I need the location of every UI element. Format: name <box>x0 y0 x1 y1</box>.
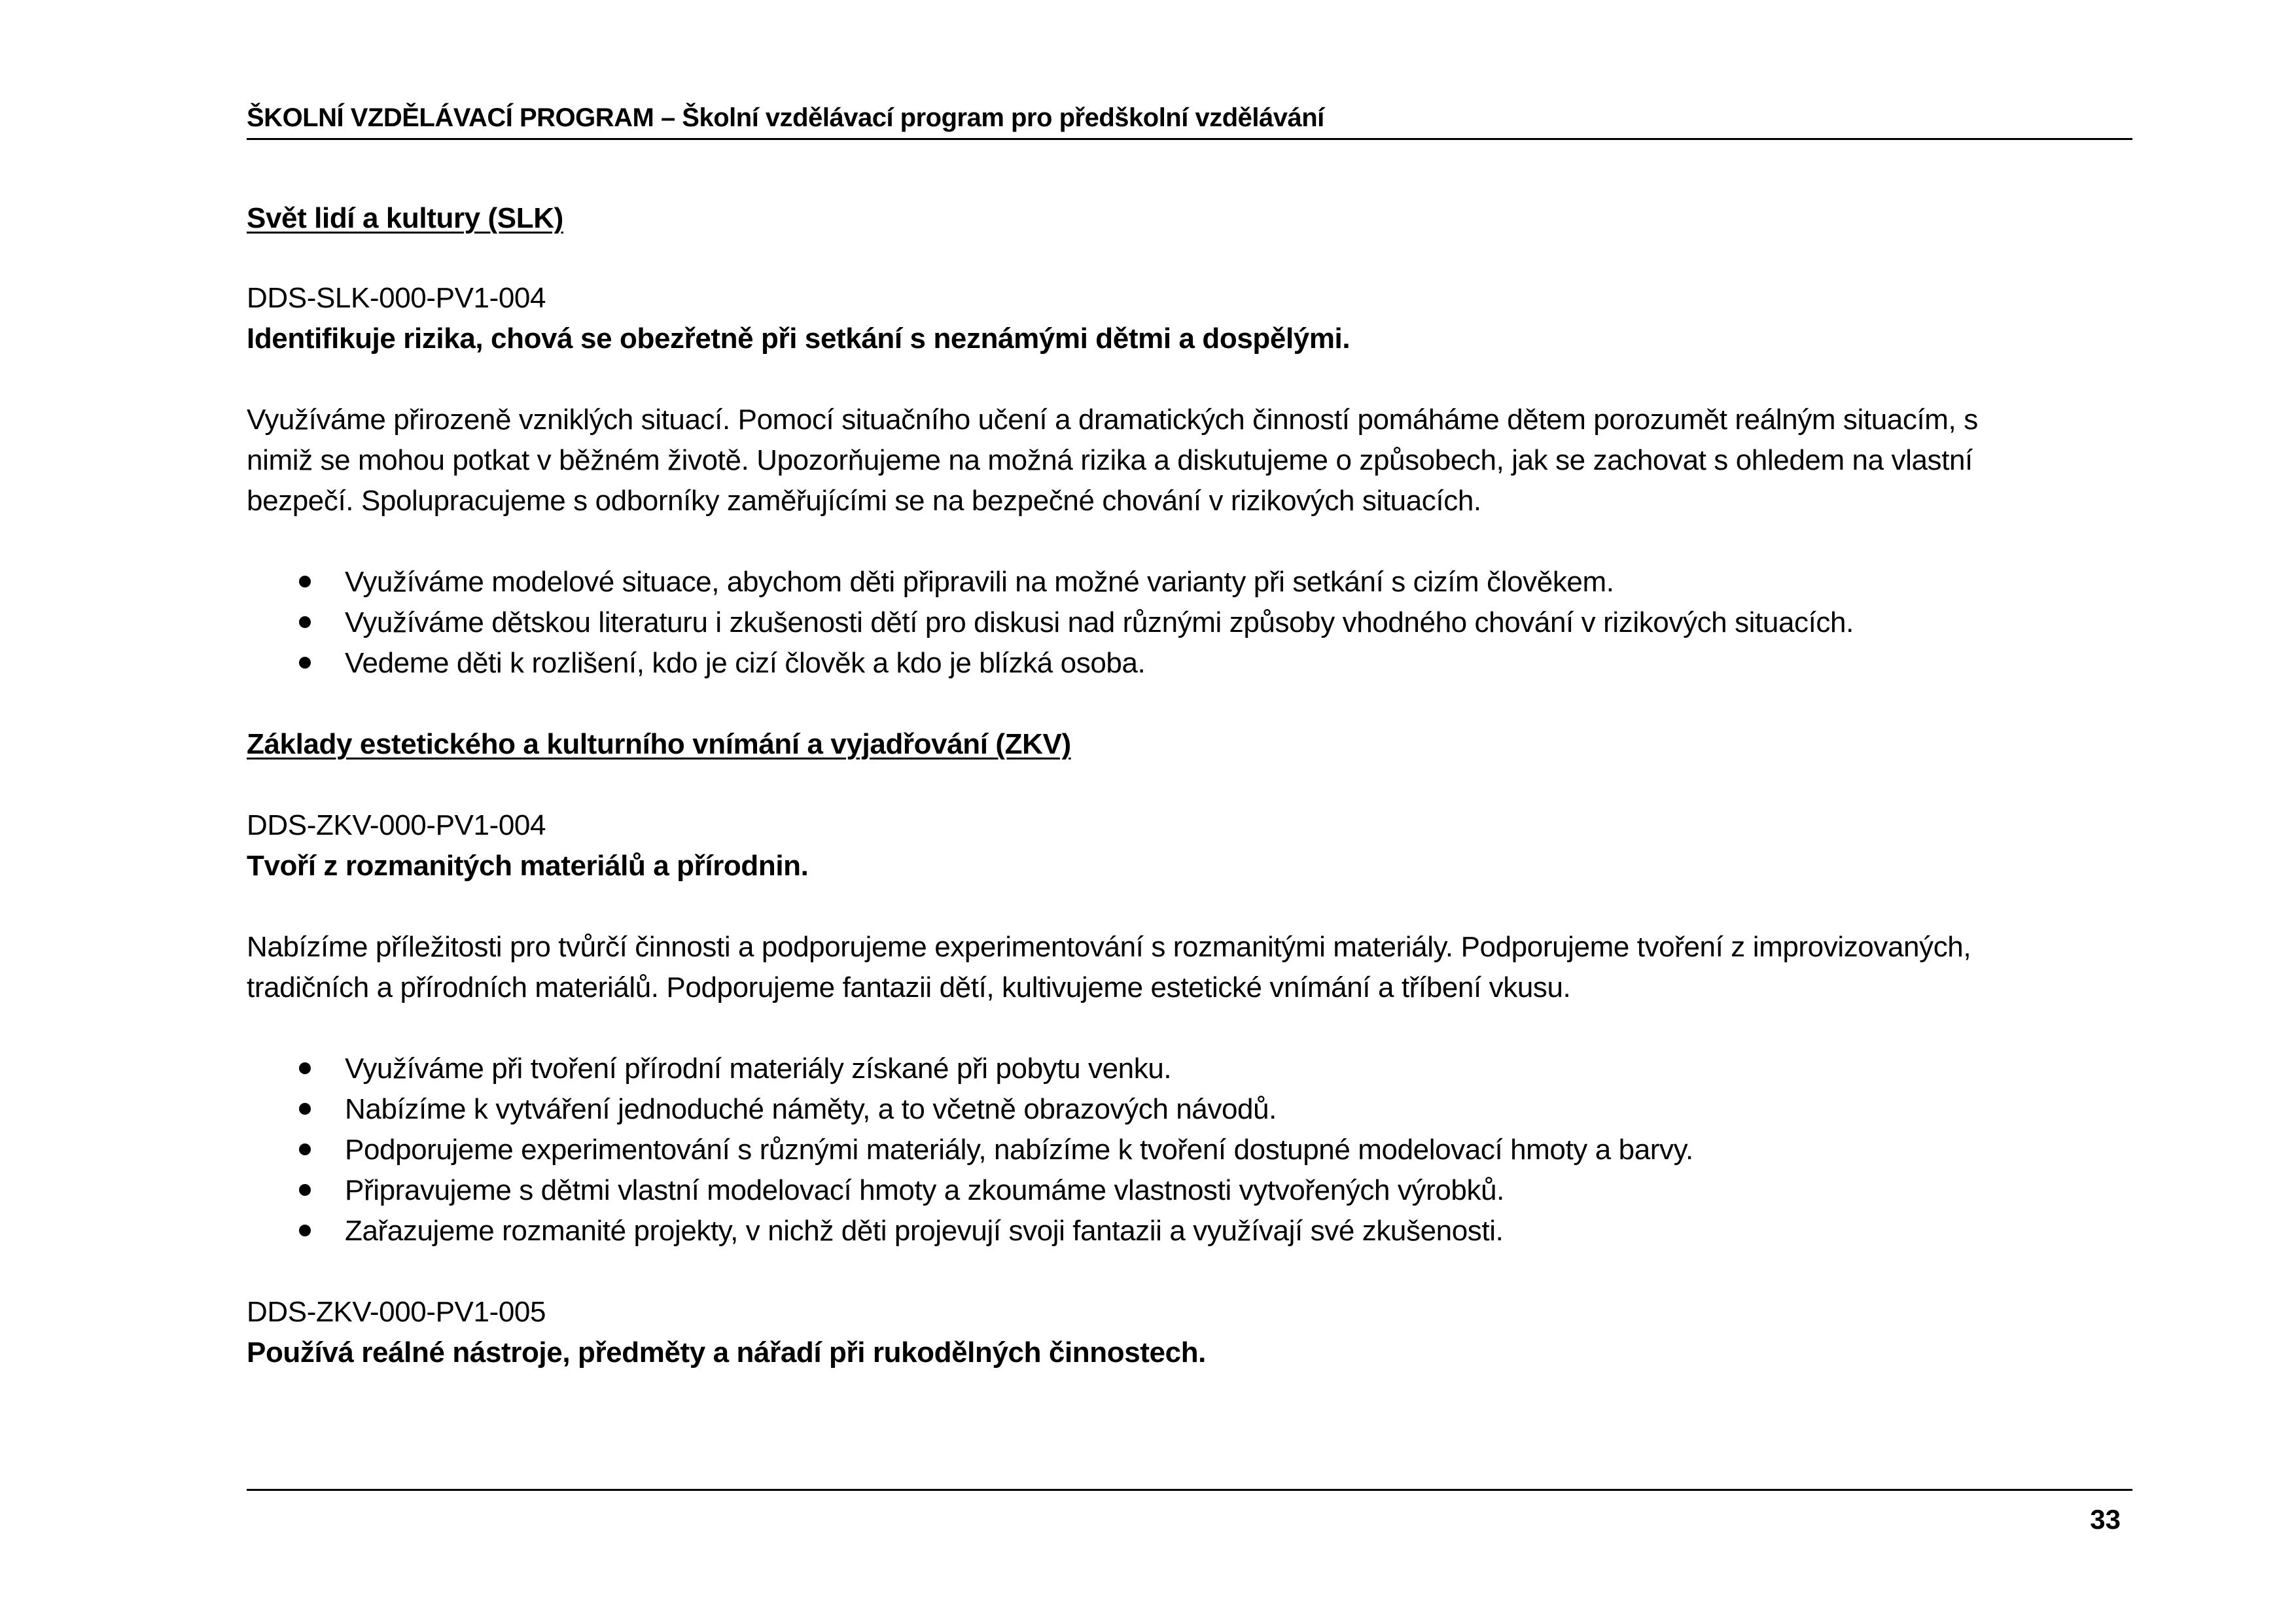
bullet-icon <box>299 1184 311 1196</box>
document-title: ŠKOLNÍ VZDĚLÁVACÍ PROGRAM – Školní vzdělávací program pro předškolní vzdělávání <box>247 103 1324 132</box>
page-number: 33 <box>2090 1504 2121 1535</box>
list-item-text: Zařazujeme rozmanité projekty, v nichž děti projevují svoji fantazii a využívají své zkušenosti. <box>345 1215 1504 1247</box>
bullet-icon <box>299 657 311 669</box>
bullet-icon <box>299 616 311 628</box>
paragraph-line: Nabízíme příležitosti pro tvůrčí činnosti a podporujeme experimentování s rozmanitými materiály. Podporujeme tvoření z improvizovaných, <box>247 931 1971 963</box>
bullet-icon <box>299 1225 311 1236</box>
list-item-text: Nabízíme k vytváření jednoduché náměty, a to včetně obrazových návodů. <box>345 1093 1277 1125</box>
page-header <box>247 98 2132 140</box>
section-heading-slk: Svět lidí a kultury (SLK) <box>247 202 563 234</box>
bullet-icon <box>299 576 311 587</box>
goal-code: DDS-SLK-000-PV1-004 <box>247 282 546 314</box>
paragraph-line: Využíváme přirozeně vzniklých situací. Pomocí situačního učení a dramatických činností pomáháme dětem porozumět reálným situacím, s <box>247 404 1978 436</box>
bullet-icon <box>299 1103 311 1115</box>
list-item-text: Vedeme děti k rozlišení, kdo je cizí člověk a kdo je blízká osoba. <box>345 647 1146 679</box>
list-item-text: Využíváme při tvoření přírodní materiály získané při pobytu venku. <box>345 1053 1172 1085</box>
goal-statement: Používá reálné nástroje, předměty a nářadí při rukodělných činnostech. <box>247 1336 1207 1369</box>
goal-code: DDS-ZKV-000-PV1-004 <box>247 809 546 841</box>
goal-statement: Tvoří z rozmanitých materiálů a přírodnin. <box>247 850 809 882</box>
section-heading-zkv: Základy estetického a kulturního vnímání a vyjadřování (ZKV) <box>247 728 1071 760</box>
bullet-icon <box>299 1062 311 1074</box>
list-item-text: Využíváme dětskou literaturu i zkušenosti dětí pro diskusi nad různými způsoby vhodného chování v rizikových situacích. <box>345 606 1854 638</box>
goal-code: DDS-ZKV-000-PV1-005 <box>247 1296 546 1328</box>
bullet-icon <box>299 1143 311 1155</box>
list-item-text: Využíváme modelové situace, abychom děti připravili na možné varianty při setkání s cizím člověkem. <box>345 566 1614 598</box>
list-item-text: Podporujeme experimentování s různými materiály, nabízíme k tvoření dostupné modelovací hmoty a barvy. <box>345 1134 1693 1166</box>
goal-statement: Identifikuje rizika, chová se obezřetně při setkání s neznámými dětmi a dospělými. <box>247 323 1351 355</box>
paragraph-line: bezpečí. Spolupracujeme s odborníky zaměřujícími se na bezpečné chování v rizikových situacích. <box>247 485 1481 517</box>
paragraph-line: nimiž se mohou potkat v běžném životě. Upozorňujeme na možná rizika a diskutujeme o způsobech, jak se zachovat s ohledem na vlastní <box>247 444 1973 476</box>
page-footer <box>247 1489 2132 1535</box>
paragraph-line: tradičních a přírodních materiálů. Podporujeme fantazii dětí, kultivujeme estetické vnímání a tříbení vkusu. <box>247 971 1571 1003</box>
list-item-text: Připravujeme s dětmi vlastní modelovací hmoty a zkoumáme vlastnosti vytvořených výrobků. <box>345 1174 1504 1206</box>
